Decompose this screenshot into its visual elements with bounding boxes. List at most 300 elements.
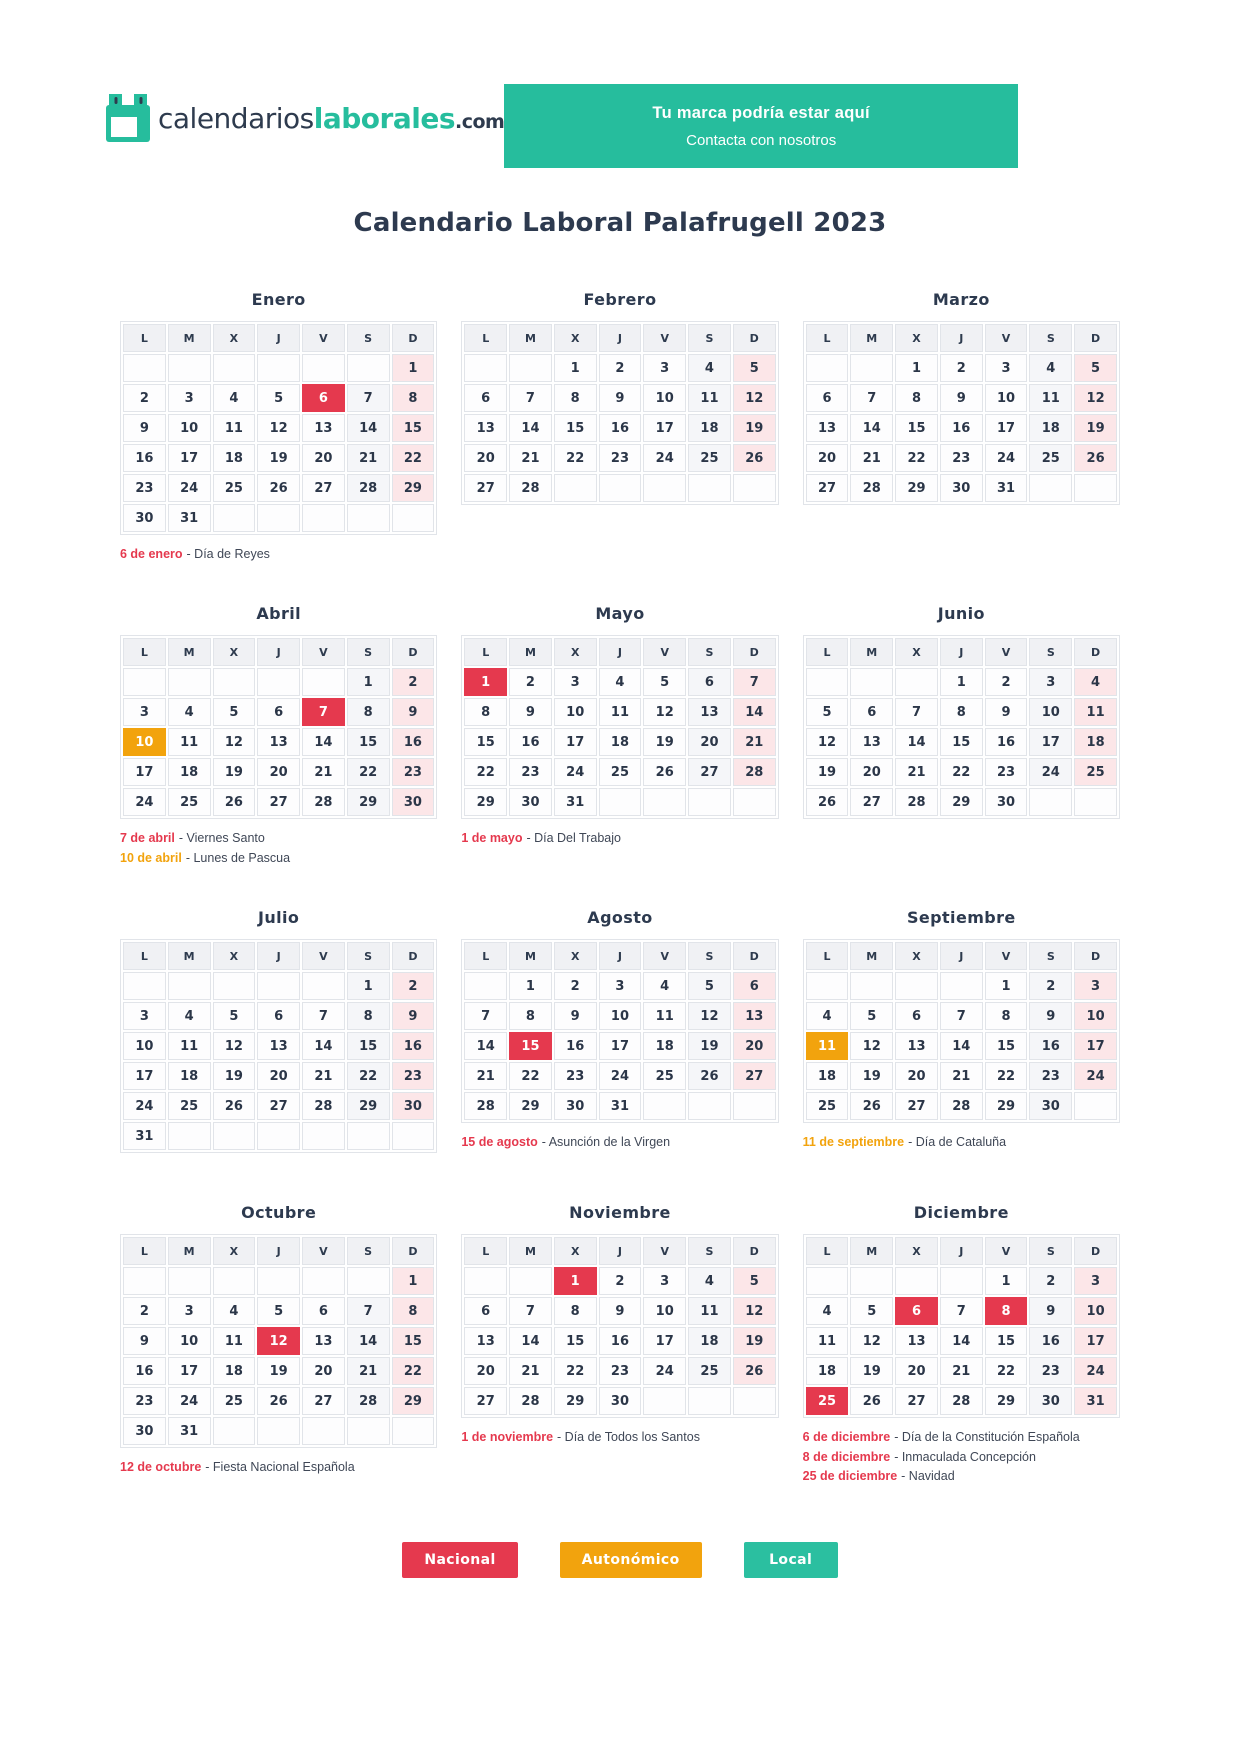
day-cell-agosto-31: 31 [599, 1092, 642, 1120]
day-cell-enero-8: 8 [392, 384, 435, 412]
day-cell-junio-25: 25 [1074, 758, 1117, 786]
week-row [123, 698, 434, 726]
day-cell-diciembre-27: 27 [895, 1387, 938, 1415]
day-header-s: S [688, 324, 731, 352]
logo-text: calendarioslaborales.com [158, 101, 505, 135]
day-cell-enero-1: 1 [392, 354, 435, 382]
day-cell-octubre-2: 2 [123, 1297, 166, 1325]
day-cell-noviembre-3: 3 [643, 1267, 686, 1295]
day-cell-agosto-8: 8 [509, 1002, 552, 1030]
day-cell-septiembre-24: 24 [1074, 1062, 1117, 1090]
day-cell-empty [123, 354, 166, 382]
day-cell-enero-29: 29 [392, 474, 435, 502]
day-cell-diciembre-30: 30 [1029, 1387, 1072, 1415]
day-cell-septiembre-15: 15 [985, 1032, 1028, 1060]
day-cell-enero-2: 2 [123, 384, 166, 412]
day-cell-empty [850, 668, 893, 696]
day-cell-julio-30: 30 [392, 1092, 435, 1120]
day-cell-septiembre-2: 2 [1029, 972, 1072, 1000]
day-cell-julio-13: 13 [257, 1032, 300, 1060]
day-cell-agosto-10: 10 [599, 1002, 642, 1030]
day-header-j: J [940, 1237, 983, 1265]
day-header-x: X [213, 638, 256, 666]
holiday-notes-octubre [120, 1458, 437, 1477]
day-cell-febrero-9: 9 [599, 384, 642, 412]
week-row [123, 972, 434, 1000]
day-cell-julio-20: 20 [257, 1062, 300, 1090]
day-cell-empty [213, 1417, 256, 1445]
legend-button-nacional[interactable]: Nacional [402, 1542, 517, 1578]
day-cell-junio-22: 22 [940, 758, 983, 786]
legend-button-local[interactable]: Local [744, 1542, 838, 1578]
day-cell-junio-17: 17 [1029, 728, 1072, 756]
day-cell-julio-5: 5 [213, 1002, 256, 1030]
day-header-d: D [1074, 638, 1117, 666]
day-cell-enero-5: 5 [257, 384, 300, 412]
day-cell-octubre-3: 3 [168, 1297, 211, 1325]
day-cell-mayo-22: 22 [464, 758, 507, 786]
day-cell-mayo-2: 2 [509, 668, 552, 696]
day-cell-noviembre-21: 21 [509, 1357, 552, 1385]
day-cell-julio-27: 27 [257, 1092, 300, 1120]
week-row [464, 728, 775, 756]
day-cell-junio-14: 14 [895, 728, 938, 756]
day-cell-noviembre-20: 20 [464, 1357, 507, 1385]
week-row [123, 1417, 434, 1445]
day-cell-empty [643, 1387, 686, 1415]
day-cell-agosto-6: 6 [733, 972, 776, 1000]
day-cell-septiembre-21: 21 [940, 1062, 983, 1090]
holiday-notes-mayo [461, 829, 778, 848]
day-cell-octubre-26: 26 [257, 1387, 300, 1415]
day-cell-empty [464, 354, 507, 382]
day-header-l: L [464, 1237, 507, 1265]
week-row [806, 1297, 1117, 1325]
holiday-note [120, 829, 437, 848]
day-cell-septiembre-7: 7 [940, 1002, 983, 1030]
day-cell-octubre-1: 1 [392, 1267, 435, 1295]
day-cell-septiembre-3: 3 [1074, 972, 1117, 1000]
day-cell-diciembre-14: 14 [940, 1327, 983, 1355]
day-cell-mayo-5: 5 [643, 668, 686, 696]
day-cell-marzo-17: 17 [985, 414, 1028, 442]
day-cell-mayo-23: 23 [509, 758, 552, 786]
month-title-diciembre: Diciembre [913, 1203, 1009, 1223]
day-cell-marzo-22: 22 [895, 444, 938, 472]
week-row [806, 1387, 1117, 1415]
week-row [464, 788, 775, 816]
day-header-l: L [123, 324, 166, 352]
month-title-febrero: Febrero [583, 290, 657, 309]
month-table-junio [803, 635, 1120, 819]
week-row [464, 1267, 775, 1295]
day-cell-septiembre-17: 17 [1074, 1032, 1117, 1060]
month-julio [120, 908, 437, 1163]
day-cell-abril-2: 2 [392, 668, 435, 696]
day-header-x: X [554, 638, 597, 666]
day-cell-abril-27: 27 [257, 788, 300, 816]
day-cell-marzo-5: 5 [1074, 354, 1117, 382]
day-cell-enero-17: 17 [168, 444, 211, 472]
day-cell-noviembre-1: 1 [554, 1267, 597, 1295]
day-cell-empty [257, 354, 300, 382]
day-cell-junio-21: 21 [895, 758, 938, 786]
day-cell-noviembre-23: 23 [599, 1357, 642, 1385]
day-cell-mayo-18: 18 [599, 728, 642, 756]
day-cell-noviembre-13: 13 [464, 1327, 507, 1355]
day-header-v: V [985, 638, 1028, 666]
day-cell-abril-24: 24 [123, 788, 166, 816]
day-cell-empty [643, 788, 686, 816]
day-cell-empty [1074, 788, 1117, 816]
day-cell-octubre-28: 28 [347, 1387, 390, 1415]
holiday-note-date: 1 de noviembre [461, 1430, 554, 1445]
day-cell-septiembre-18: 18 [806, 1062, 849, 1090]
day-cell-diciembre-12: 12 [850, 1327, 893, 1355]
day-cell-noviembre-24: 24 [643, 1357, 686, 1385]
day-header-l: L [123, 942, 166, 970]
day-cell-marzo-30: 30 [940, 474, 983, 502]
day-cell-noviembre-30: 30 [599, 1387, 642, 1415]
day-cell-mayo-9: 9 [509, 698, 552, 726]
holiday-note-date: 7 de abril [120, 831, 175, 846]
day-cell-agosto-15: 15 [509, 1032, 552, 1060]
day-cell-abril-28: 28 [302, 788, 345, 816]
day-cell-junio-28: 28 [895, 788, 938, 816]
week-row [123, 444, 434, 472]
day-cell-empty [257, 504, 300, 532]
day-cell-enero-9: 9 [123, 414, 166, 442]
day-cell-empty [895, 972, 938, 1000]
day-cell-empty [1029, 788, 1072, 816]
site-logo[interactable] [106, 94, 504, 142]
day-cell-septiembre-14: 14 [940, 1032, 983, 1060]
day-header-d: D [392, 638, 435, 666]
day-cell-marzo-9: 9 [940, 384, 983, 412]
day-cell-marzo-8: 8 [895, 384, 938, 412]
day-cell-marzo-29: 29 [895, 474, 938, 502]
day-header-x: X [895, 1237, 938, 1265]
day-cell-diciembre-18: 18 [806, 1357, 849, 1385]
day-cell-abril-19: 19 [213, 758, 256, 786]
day-cell-agosto-30: 30 [554, 1092, 597, 1120]
day-cell-mayo-28: 28 [733, 758, 776, 786]
day-header-d: D [733, 638, 776, 666]
week-row [806, 728, 1117, 756]
day-cell-mayo-6: 6 [688, 668, 731, 696]
week-row [464, 1357, 775, 1385]
day-cell-abril-16: 16 [392, 728, 435, 756]
day-header-d: D [1074, 942, 1117, 970]
day-header-l: L [464, 638, 507, 666]
day-cell-diciembre-10: 10 [1074, 1297, 1117, 1325]
day-header-v: V [302, 942, 345, 970]
day-cell-empty [509, 1267, 552, 1295]
day-cell-noviembre-19: 19 [733, 1327, 776, 1355]
week-row [464, 972, 775, 1000]
week-row [123, 1357, 434, 1385]
day-cell-abril-4: 4 [168, 698, 211, 726]
day-cell-junio-29: 29 [940, 788, 983, 816]
day-cell-febrero-1: 1 [554, 354, 597, 382]
day-cell-noviembre-27: 27 [464, 1387, 507, 1415]
day-header-x: X [895, 942, 938, 970]
day-cell-enero-26: 26 [257, 474, 300, 502]
day-cell-empty [643, 474, 686, 502]
day-cell-empty [302, 1417, 345, 1445]
day-cell-empty [302, 668, 345, 696]
day-cell-marzo-31: 31 [985, 474, 1028, 502]
day-header-j: J [257, 638, 300, 666]
holiday-note [120, 1458, 437, 1477]
day-cell-febrero-12: 12 [733, 384, 776, 412]
month-title-agosto: Agosto [587, 908, 653, 928]
day-cell-enero-20: 20 [302, 444, 345, 472]
day-cell-empty [347, 504, 390, 532]
day-header-x: X [895, 638, 938, 666]
week-row [464, 1297, 775, 1325]
day-cell-mayo-7: 7 [733, 668, 776, 696]
day-cell-enero-27: 27 [302, 474, 345, 502]
day-cell-empty [850, 1267, 893, 1295]
day-cell-febrero-18: 18 [688, 414, 731, 442]
day-header-j: J [257, 324, 300, 352]
day-cell-febrero-5: 5 [733, 354, 776, 382]
holiday-note-text: - Día de Reyes [186, 547, 270, 561]
day-cell-mayo-17: 17 [554, 728, 597, 756]
day-cell-junio-5: 5 [806, 698, 849, 726]
day-cell-febrero-24: 24 [643, 444, 686, 472]
day-header-l: L [464, 942, 507, 970]
week-row [464, 1062, 775, 1090]
month-junio [803, 604, 1120, 868]
day-cell-mayo-26: 26 [643, 758, 686, 786]
day-cell-septiembre-16: 16 [1029, 1032, 1072, 1060]
week-row [464, 1002, 775, 1030]
day-cell-enero-6: 6 [302, 384, 345, 412]
day-cell-febrero-26: 26 [733, 444, 776, 472]
calendar-logo-icon [106, 94, 150, 142]
day-header-v: V [643, 942, 686, 970]
day-cell-empty [302, 1267, 345, 1295]
month-title-septiembre: Septiembre [906, 908, 1016, 928]
day-cell-abril-7: 7 [302, 698, 345, 726]
ad-banner[interactable] [504, 84, 1018, 168]
legend-button-autonomico[interactable]: Autonómico [560, 1542, 702, 1578]
day-cell-junio-1: 1 [940, 668, 983, 696]
day-cell-marzo-25: 25 [1029, 444, 1072, 472]
day-header-s: S [1029, 638, 1072, 666]
day-cell-empty [599, 474, 642, 502]
day-header-x: X [213, 942, 256, 970]
day-cell-diciembre-9: 9 [1029, 1297, 1072, 1325]
day-cell-enero-23: 23 [123, 474, 166, 502]
day-header-v: V [643, 1237, 686, 1265]
week-row [464, 1032, 775, 1060]
day-cell-agosto-5: 5 [688, 972, 731, 1000]
day-cell-diciembre-16: 16 [1029, 1327, 1072, 1355]
day-cell-empty [257, 1267, 300, 1295]
day-cell-octubre-10: 10 [168, 1327, 211, 1355]
day-cell-abril-29: 29 [347, 788, 390, 816]
holiday-notes-enero [120, 545, 437, 564]
day-cell-agosto-17: 17 [599, 1032, 642, 1060]
day-header-m: M [509, 324, 552, 352]
holiday-note-text: - Día de la Constitución Española [894, 1430, 1080, 1445]
day-cell-julio-8: 8 [347, 1002, 390, 1030]
day-cell-abril-6: 6 [257, 698, 300, 726]
day-cell-enero-10: 10 [168, 414, 211, 442]
month-table-mayo [461, 635, 778, 819]
day-cell-marzo-7: 7 [850, 384, 893, 412]
day-cell-mayo-1: 1 [464, 668, 507, 696]
day-cell-agosto-9: 9 [554, 1002, 597, 1030]
day-cell-diciembre-6: 6 [895, 1297, 938, 1325]
week-row [806, 1002, 1117, 1030]
day-header-s: S [688, 1237, 731, 1265]
day-cell-octubre-11: 11 [213, 1327, 256, 1355]
day-cell-diciembre-5: 5 [850, 1297, 893, 1325]
day-cell-noviembre-6: 6 [464, 1297, 507, 1325]
day-cell-empty [895, 1267, 938, 1295]
day-cell-junio-8: 8 [940, 698, 983, 726]
day-cell-octubre-29: 29 [392, 1387, 435, 1415]
day-cell-junio-10: 10 [1029, 698, 1072, 726]
month-title-mayo: Mayo [595, 604, 645, 624]
day-cell-septiembre-12: 12 [850, 1032, 893, 1060]
day-header-v: V [302, 1237, 345, 1265]
day-cell-abril-26: 26 [213, 788, 256, 816]
week-row [464, 1092, 775, 1120]
month-abril [120, 604, 437, 868]
day-cell-empty [347, 1267, 390, 1295]
week-row [123, 1267, 434, 1295]
day-cell-julio-4: 4 [168, 1002, 211, 1030]
day-cell-agosto-11: 11 [643, 1002, 686, 1030]
day-cell-marzo-1: 1 [895, 354, 938, 382]
day-cell-empty [850, 972, 893, 1000]
day-cell-octubre-16: 16 [123, 1357, 166, 1385]
day-cell-diciembre-4: 4 [806, 1297, 849, 1325]
day-cell-febrero-17: 17 [643, 414, 686, 442]
day-cell-febrero-6: 6 [464, 384, 507, 412]
day-cell-noviembre-7: 7 [509, 1297, 552, 1325]
day-cell-junio-13: 13 [850, 728, 893, 756]
day-header-d: D [392, 942, 435, 970]
day-cell-mayo-15: 15 [464, 728, 507, 756]
day-header-d: D [1074, 1237, 1117, 1265]
day-cell-empty [213, 504, 256, 532]
month-title-noviembre: Noviembre [569, 1203, 671, 1223]
week-row [123, 504, 434, 532]
day-cell-abril-23: 23 [392, 758, 435, 786]
day-cell-julio-25: 25 [168, 1092, 211, 1120]
day-cell-julio-16: 16 [392, 1032, 435, 1060]
day-cell-junio-12: 12 [806, 728, 849, 756]
day-cell-mayo-31: 31 [554, 788, 597, 816]
day-cell-abril-1: 1 [347, 668, 390, 696]
week-row [464, 474, 775, 502]
day-cell-abril-8: 8 [347, 698, 390, 726]
day-cell-empty [554, 474, 597, 502]
day-cell-agosto-24: 24 [599, 1062, 642, 1090]
day-cell-abril-14: 14 [302, 728, 345, 756]
day-cell-noviembre-15: 15 [554, 1327, 597, 1355]
day-cell-febrero-25: 25 [688, 444, 731, 472]
day-header-m: M [168, 1237, 211, 1265]
day-cell-diciembre-15: 15 [985, 1327, 1028, 1355]
day-cell-marzo-12: 12 [1074, 384, 1117, 412]
week-row [123, 788, 434, 816]
week-row [464, 1327, 775, 1355]
holiday-note-date: 12 de octubre [120, 1460, 202, 1475]
day-cell-octubre-7: 7 [347, 1297, 390, 1325]
day-cell-septiembre-19: 19 [850, 1062, 893, 1090]
banner-contact-link[interactable]: Contacta con nosotros [686, 131, 837, 149]
day-cell-empty [213, 354, 256, 382]
day-cell-empty [257, 972, 300, 1000]
page [120, 0, 1120, 1638]
week-row [123, 1297, 434, 1325]
day-header-m: M [168, 942, 211, 970]
day-cell-julio-9: 9 [392, 1002, 435, 1030]
holiday-notes-agosto [461, 1133, 778, 1152]
day-cell-julio-17: 17 [123, 1062, 166, 1090]
day-cell-mayo-14: 14 [733, 698, 776, 726]
day-cell-agosto-20: 20 [733, 1032, 776, 1060]
day-cell-junio-3: 3 [1029, 668, 1072, 696]
day-cell-febrero-14: 14 [509, 414, 552, 442]
day-cell-julio-26: 26 [213, 1092, 256, 1120]
day-cell-enero-31: 31 [168, 504, 211, 532]
day-cell-abril-10: 10 [123, 728, 166, 756]
day-cell-agosto-22: 22 [509, 1062, 552, 1090]
day-cell-marzo-15: 15 [895, 414, 938, 442]
day-cell-julio-3: 3 [123, 1002, 166, 1030]
day-cell-abril-15: 15 [347, 728, 390, 756]
day-cell-julio-2: 2 [392, 972, 435, 1000]
day-cell-marzo-4: 4 [1029, 354, 1072, 382]
day-cell-abril-9: 9 [392, 698, 435, 726]
day-cell-empty [599, 788, 642, 816]
day-header-l: L [806, 1237, 849, 1265]
day-cell-mayo-27: 27 [688, 758, 731, 786]
day-cell-marzo-11: 11 [1029, 384, 1072, 412]
day-header-d: D [392, 1237, 435, 1265]
day-cell-diciembre-19: 19 [850, 1357, 893, 1385]
day-cell-octubre-5: 5 [257, 1297, 300, 1325]
day-cell-diciembre-22: 22 [985, 1357, 1028, 1385]
day-header-j: J [940, 638, 983, 666]
day-header-v: V [985, 942, 1028, 970]
day-header-l: L [464, 324, 507, 352]
week-row [464, 384, 775, 412]
day-header-d: D [733, 942, 776, 970]
day-header-j: J [940, 942, 983, 970]
month-table-enero [120, 321, 437, 535]
day-cell-octubre-21: 21 [347, 1357, 390, 1385]
day-cell-diciembre-28: 28 [940, 1387, 983, 1415]
day-cell-septiembre-23: 23 [1029, 1062, 1072, 1090]
month-table-octubre [120, 1234, 437, 1448]
day-cell-abril-30: 30 [392, 788, 435, 816]
day-cell-agosto-7: 7 [464, 1002, 507, 1030]
day-header-s: S [1029, 942, 1072, 970]
day-cell-septiembre-5: 5 [850, 1002, 893, 1030]
week-row [806, 668, 1117, 696]
day-header-j: J [599, 324, 642, 352]
day-cell-diciembre-17: 17 [1074, 1327, 1117, 1355]
